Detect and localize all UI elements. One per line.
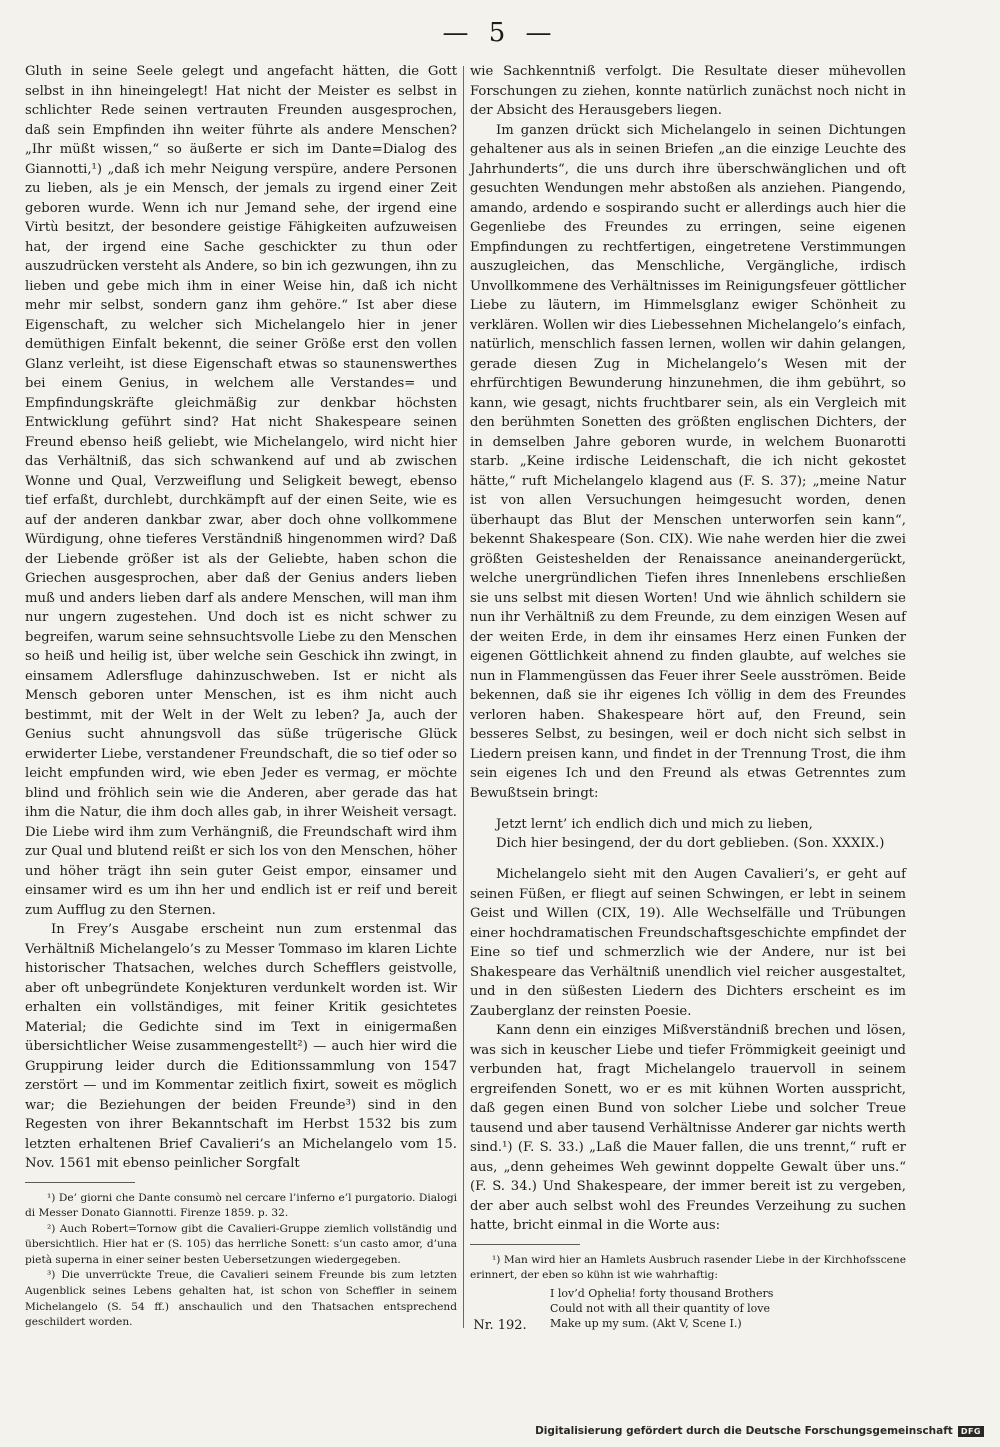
footnote: ³) Die unverrückte Treue, die Cavalieri seinem Freunde bis zum letzten Augenblick seines Lebens gehalten hat, ist schon von Scheffler in seinem Michelangelo (S. 54 ff.) anschaulich und den Thatsachen entsprechend geschildert worden. xyxy=(25,1269,457,1329)
footnote: ²) Auch Robert=Tornow gibt die Cavalieri-Gruppe ziemlich vollständig und übersichtlich. Hier hat er (S. 105) das herrliche Sonett: s’un casto amor, d’una pietà superna in einer seiner besten Uebersetzungen wiedergegeben. xyxy=(25,1222,457,1266)
quote-line: I lov’d Ophelia! forty thousand Brothers xyxy=(550,1286,774,1300)
body-paragraph: In Frey’s Ausgabe erscheint nun zum erstenmal das Verhältniß Michelangelo’s zu Messer Tommaso im klaren Lichte historischer Thatsachen, welches durch Schefflers geistvolle, aber oft unbegründete Konjekturen verdunkelt worden ist. Wir erhalten ein vollständiges, mit feiner Kritik gesichtetes Material; die Gedichte sind im Text in einigermaßen übersichtlicher Weise zusammengestellt²) — auch hier wird die Gruppirung leider durch die Editionssammlung von 1547 zerstört — und im Kommentar zeitlich fixirt, soweit es möglich war; die Beziehungen der beiden Freunde³) sind in den Regesten von ihrer Bekanntschaft im Herbst 1532 bis zum letzten erhaltenen Brief Cavalieri’s an Michelangelo vom 15. Nov. 1561 mit ebenso peinlicher Sorgfalt xyxy=(25,922,457,1171)
left-column xyxy=(25,62,457,1331)
funding-text: Digitalisierung gefördert durch die Deutsche Forschungsgemeinschaft xyxy=(535,1425,953,1437)
body-paragraph: Gluth in seine Seele gelegt und angefacht hätten, die Gott selbst in ihn hineingelegt! Hat nicht der Meister es selbst in schlichter Rede seinen vertrauten Freunden ausgesprochen, daß sein Empfinden ihn weiter führte als andere Menschen? „Ihr müßt wissen,“ so äußerte er sich im Dante=Dialog des Giannotti,¹) „daß ich mehr Neigung verspüre, andere Personen zu lieben, als je ein Mensch, der jemals zu irgend einer Zeit geboren wurde. Wenn ich nur Jemand sehe, der irgend eine Virtù besitzt, der besondere geistige Fähigkeiten aufzuweisen hat, der irgend eine Sache geschickter zu thun oder auszudrücken versteht als Andere, so bin ich gezwungen, ihn zu lieben und gebe mich ihm in einer Weise hin, daß ich nicht mehr mir selbst, sondern ganz ihm gehöre.“ Ist aber diese Eigenschaft, zu welcher sich Michelangelo hier in jener demüthigen Einfalt bekennt, die seiner Größe erst den vollen Glanz verleiht, ist diese Eigenschaft etwas so staunenswerthes bei einem Genius, in welchem alle Verstandes= und Empfindungskräfte gleichmäßig zur denkbar höchsten Entwicklung geführt sind? Hat nicht Shakespeare seinen Freund ebenso heiß geliebt, wie Michelangelo, wird nicht hier das Verhältniß, das sich schwankend auf und ab zwischen Wonne und Qual, Verzweiflung und Seligkeit bewegt, ebenso tief erfaßt, durchlebt, durchkämpft auf der einen Seite, wie es auf der anderen dankbar zwar, aber doch ohne vollkommene Würdigung, ohne tieferes Verständniß hingenommen wird? Daß der Liebende größer ist als der Geliebte, haben schon die Griechen ausgesprochen, aber daß der Genius anders lieben muß und anders lieben darf als andere Menschen, will man ihm nur ungern zugestehen. Und doch ist es nicht schwer zu begreifen, warum seine sehnsuchtsvolle Liebe zu den Menschen so heiß und heilig ist, über welche sein Geschick ihn zwingt, in einsamem Adlersfluge dahinzuschweben. Ist er nicht als Mensch geboren unter Menschen, ist es ihm nicht auch bestimmt, mit der Welt in der Welt zu leben? Ja, auch der Genius sucht ahnungsvoll das süße trügerische Glück erwiderter Liebe, verstandener Freundschaft, die so tief oder so leicht empfunden wird, wie eben Jeder es vermag, er möchte blind und fröhlich sein wie die Anderen, aber gerade das hat ihm die Natur, die ihm doch alles gab, in ihrer Weisheit versagt. Die Liebe wird ihm zum Verhängniß, die Freundschaft wird ihm zur Qual und blutend reißt er sich los von den Menschen, höher und höher trägt ihn sein guter Geist empor, einsamer und einsamer wird es um ihn her und endlich ist er reif und bereit zum Aufflug zu den Sternen. xyxy=(25,64,457,918)
body-paragraph: wie Sachkenntniß verfolgt. Die Resultate dieser mühevollen Forschungen zu ziehen, konnte natürlich zunächst noch nicht in der Absicht des Herausgebers liegen. xyxy=(470,64,906,118)
footnote-rule xyxy=(25,1182,135,1183)
verse-quote xyxy=(496,815,906,853)
dfg-logo-icon: DFG xyxy=(958,1426,984,1437)
body-paragraph: Im ganzen drückt sich Michelangelo in seinen Dichtungen gehaltener aus als in seinen Briefen „an die einzige Leuchte des Jahrhunderts“, die uns durch ihre überschwänglichen und oft gesuchten Wendungen mehr abstoßen als anziehen. Piangendo, amando, ardendo e sospirando sucht er allerdings auch hier die Gegenliebe des Freundes zu erringen, seine eigenen Empfindungen zu rechtfertigen, eingetretene Verstimmungen auszugleichen, das Menschliche, Vergängliche, irdisch Unvollkommene des Verhältnisses im Reinigungsfeuer göttlicher Liebe zu läutern, im Himmelsglanz ewiger Schönheit zu verklären. Wollen wir dies Liebessehnen Michelangelo’s einfach, natürlich, menschlich fassen lernen, wollen wir dahin gelangen, gerade diesen Zug in Michelangelo’s Wesen mit der ehrfürchtigen Bewunderung hinzunehmen, die ihm gebührt, so kann, wie gesagt, nichts fruchtbarer sein, als ein Vergleich mit den berühmten Sonetten des größten englischen Dichters, der in demselben Jahre geboren wurde, in welchem Buonarotti starb. „Keine irdische Leidenschaft, die ich nicht gekostet hätte,“ ruft Michelangelo klagend aus (F. S. 37); „meine Natur ist von allen Versuchungen heimgesucht worden, denen überhaupt das Blut der Menschen unterworfen sein kann“, bekennt Shakespeare (Son. CIX). Wie nahe werden hier die zwei größten Geisteshelden der Renaissance aneinandergerückt, welche unergründlichen Tiefen ihres Innenlebens erschließen sie uns selbst mit diesen Worten! Und wie ähnlich schildern sie nun ihr Verhältniß zu dem Freunde, zu dem einzigen Wesen auf der weiten Erde, in dem ihr einsames Herz einen Funken der eigenen Göttlichkeit ahnend zu finden glaubte, auf welches sie nun in Flammengüssen das Feuer ihrer Seele ausströmen. Beide bekennen, daß sie ihr eigenes Ich völlig in dem des Freundes verloren haben. Shakespeare hört auf, den Freund, sein besseres Selbst, zu besingen, weil er doch nicht sich selbst in Liedern preisen kann, und findet in der Trennung Trost, die ihm sein eigenes Ich und den Freund als etwas Getrenntes zum Bewußtsein bringt: xyxy=(470,122,906,801)
footnotes xyxy=(25,1191,457,1331)
body-paragraph: Michelangelo sieht mit den Augen Cavalieri’s, er geht auf seinen Füßen, er fliegt auf seinen Schwingen, er lebt in seinem Geist und Willen (CIX, 19). Alle Wechselfälle und Trübungen einer hochdramatischen Freundschaftsgeschichte empfindet der Eine so tief und schmerzlich wie der Andere, nur ist bei Shakespeare das Verhältniß unendlich viel reicher ausgestaltet, und in den süßesten Liedern des Dichters erscheint es im Zauberglanz der reinsten Poesie. xyxy=(470,867,906,1019)
quote-line: Make up my sum. (Akt V, Scene I.) xyxy=(550,1316,742,1330)
verse-line: Jetzt lernt’ ich endlich dich und mich zu lieben, xyxy=(496,817,813,832)
body-paragraph: Kann denn ein einziges Mißverständniß brechen und lösen, was sich in keuscher Liebe und tiefer Frömmigkeit geeinigt und verbunden hat, fragt Michelangelo trauervoll in seinem ergreifenden Sonett, wo er es mit kühnen Worten ausspricht, daß gegen einen Bund von solcher Liebe und solcher Treue tausend und aber tausend Verhältnisse Anderer gar nichts werth sind.¹) (F. S. 33.) „Laß die Mauer fallen, die uns trennt,“ ruft er aus, „denn geheimes Weh gewinnt doppelte Gewalt über uns.“ (F. S. 34.) Und Shakespeare, der immer bereit ist zu vergeben, der aber auch selbst wohl des Freundes Verzeihung zu suchen hatte, bricht einmal in die Worte aus: xyxy=(470,1023,906,1233)
footnote-rule xyxy=(470,1244,580,1245)
verse-line: Dich hier besingend, der du dort geblieben. (Son. XXXIX.) xyxy=(496,836,885,851)
quote-line: Could not with all their quantity of love xyxy=(550,1301,771,1315)
column-divider xyxy=(463,66,464,1328)
right-column xyxy=(470,62,906,1331)
issue-number: Nr. 192. xyxy=(473,1318,527,1333)
footnote: ¹) De’ giorni che Dante consumò nel cercare l’inferno e’l purgatorio. Dialogi di Messer Donato Giannotti. Firenze 1859. p. 32. xyxy=(25,1191,457,1220)
page-number: — 5 — xyxy=(442,18,558,48)
footnote: ¹) Man wird hier an Hamlets Ausbruch rasender Liebe in der Kirchhofsscene erinnert, der eben so kühn ist wie wahrhaftig: xyxy=(470,1253,906,1282)
funding-note xyxy=(535,1425,984,1437)
